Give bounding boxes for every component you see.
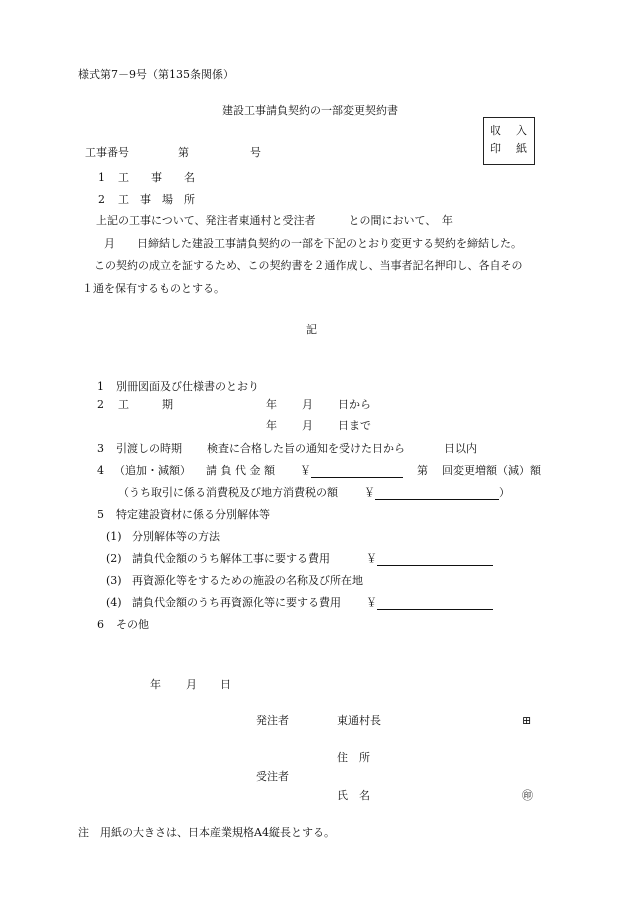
demolition-cost-label: 請負代金額のうち解体工事に要する費用: [132, 552, 330, 565]
other-label: その他: [116, 618, 149, 631]
tax-amount-blank: [375, 486, 499, 500]
form-number: 様式第7－9号（第135条関係）: [78, 68, 234, 81]
tax-close-paren: ）: [499, 486, 510, 499]
sub-item-number: (4): [106, 596, 122, 609]
recycling-facility-label: 再資源化等をするための施設の名称及び所在地: [132, 574, 363, 587]
revenue-stamp-box: [483, 117, 535, 165]
contract-price-blank: [311, 464, 403, 478]
separate-demolition-label: 特定建設資材に係る分別解体等: [116, 508, 270, 521]
tax-amount-field[interactable]: [364, 486, 510, 500]
yen-sign: ￥: [364, 486, 375, 499]
detail-1-number: 1: [97, 380, 104, 393]
detail-3-number: 3: [97, 442, 104, 455]
period-label: 工 期: [118, 398, 173, 411]
detail-1-text: 別冊図面及び仕様書のとおり: [116, 380, 259, 393]
tax-amount-label: （うち取引に係る消費税及び地方消費税の額: [118, 486, 338, 499]
delivery-suffix: 日以内: [444, 442, 477, 455]
demolition-method-label: 分別解体等の方法: [132, 530, 220, 543]
recycling-cost-label: 請負代金額のうち再資源化等に要する費用: [132, 596, 341, 609]
sub-item-number: (2): [106, 552, 122, 565]
delivery-label: 引渡しの時期: [116, 442, 182, 455]
period-from-day: 日から: [338, 398, 371, 411]
yen-sign: ￥: [366, 596, 377, 609]
change-amount-label: 回変更増額（減）額: [442, 464, 541, 477]
ki-heading: 記: [306, 323, 317, 336]
period-from-year: 年: [266, 398, 277, 411]
detail-4-number: 4: [97, 464, 104, 477]
price-change-prefix: （追加・減額）: [114, 464, 191, 477]
item-work-name-label: 工 事 名: [118, 171, 195, 184]
demolition-cost-blank: [377, 552, 493, 566]
period-from-month: 月: [302, 398, 313, 411]
period-to-day: 日まで: [338, 419, 371, 432]
contract-price-field[interactable]: [300, 464, 403, 478]
orderer-seal-icon: ⊞: [522, 714, 532, 727]
name-label: 氏 名: [337, 789, 370, 802]
recycling-cost-blank: [377, 596, 493, 610]
address-label: 住 所: [337, 751, 370, 764]
paragraph-line-3: この契約の成立を証するため、この契約書を２通作成し、当事者記名押印し、各自その: [94, 259, 523, 272]
delivery-text: 検査に合格した旨の通知を受けた日から: [207, 442, 405, 455]
sub-item-number: (3): [106, 574, 122, 587]
date-month: 月: [186, 678, 197, 691]
stamp-char: 収: [490, 124, 501, 137]
orderer-label: 発注者: [256, 714, 289, 727]
document-title: 建設工事請負契約の一部変更契約書: [222, 104, 398, 117]
detail-2-number: 2: [97, 398, 104, 411]
work-number-go: 号: [250, 146, 261, 159]
paragraph-line-4: １通を保有するものとする。: [82, 282, 225, 295]
item-2-number: 2: [98, 193, 105, 206]
period-to-year: 年: [266, 419, 277, 432]
date-day: 日: [220, 678, 231, 691]
work-number-label: 工事番号: [85, 146, 129, 159]
contractor-seal-icon: ㊞: [522, 789, 533, 802]
paper-size-note: 注 用紙の大きさは、日本産業規格A4縦長とする。: [78, 826, 335, 839]
recycling-cost-field[interactable]: [366, 596, 493, 610]
date-year: 年: [150, 678, 161, 691]
item-work-site-label: 工 事 場 所: [118, 193, 195, 206]
paragraph-line-2: 月 日締結した建設工事請負契約の一部を下記のとおり変更する契約を締結した。: [104, 237, 522, 250]
work-number-dai: 第: [178, 146, 189, 159]
change-count-dai: 第: [417, 464, 428, 477]
orderer-name: 東通村長: [337, 714, 381, 727]
period-to-month: 月: [302, 419, 313, 432]
detail-5-number: 5: [97, 508, 104, 521]
paragraph-line-1: 上記の工事について、発注者東通村と受注者 との間において、 年: [96, 214, 453, 227]
stamp-char: 入: [516, 124, 527, 137]
sub-item-number: (1): [106, 530, 122, 543]
contract-price-label: 請 負 代 金 額: [206, 464, 275, 477]
contractor-label: 受注者: [256, 770, 289, 783]
yen-sign: ￥: [366, 552, 377, 565]
detail-6-number: 6: [97, 618, 104, 631]
stamp-char: 印: [490, 142, 501, 155]
demolition-cost-field[interactable]: [366, 552, 493, 566]
item-1-number: 1: [98, 171, 105, 184]
stamp-char: 紙: [516, 142, 527, 155]
yen-sign: ￥: [300, 464, 311, 477]
